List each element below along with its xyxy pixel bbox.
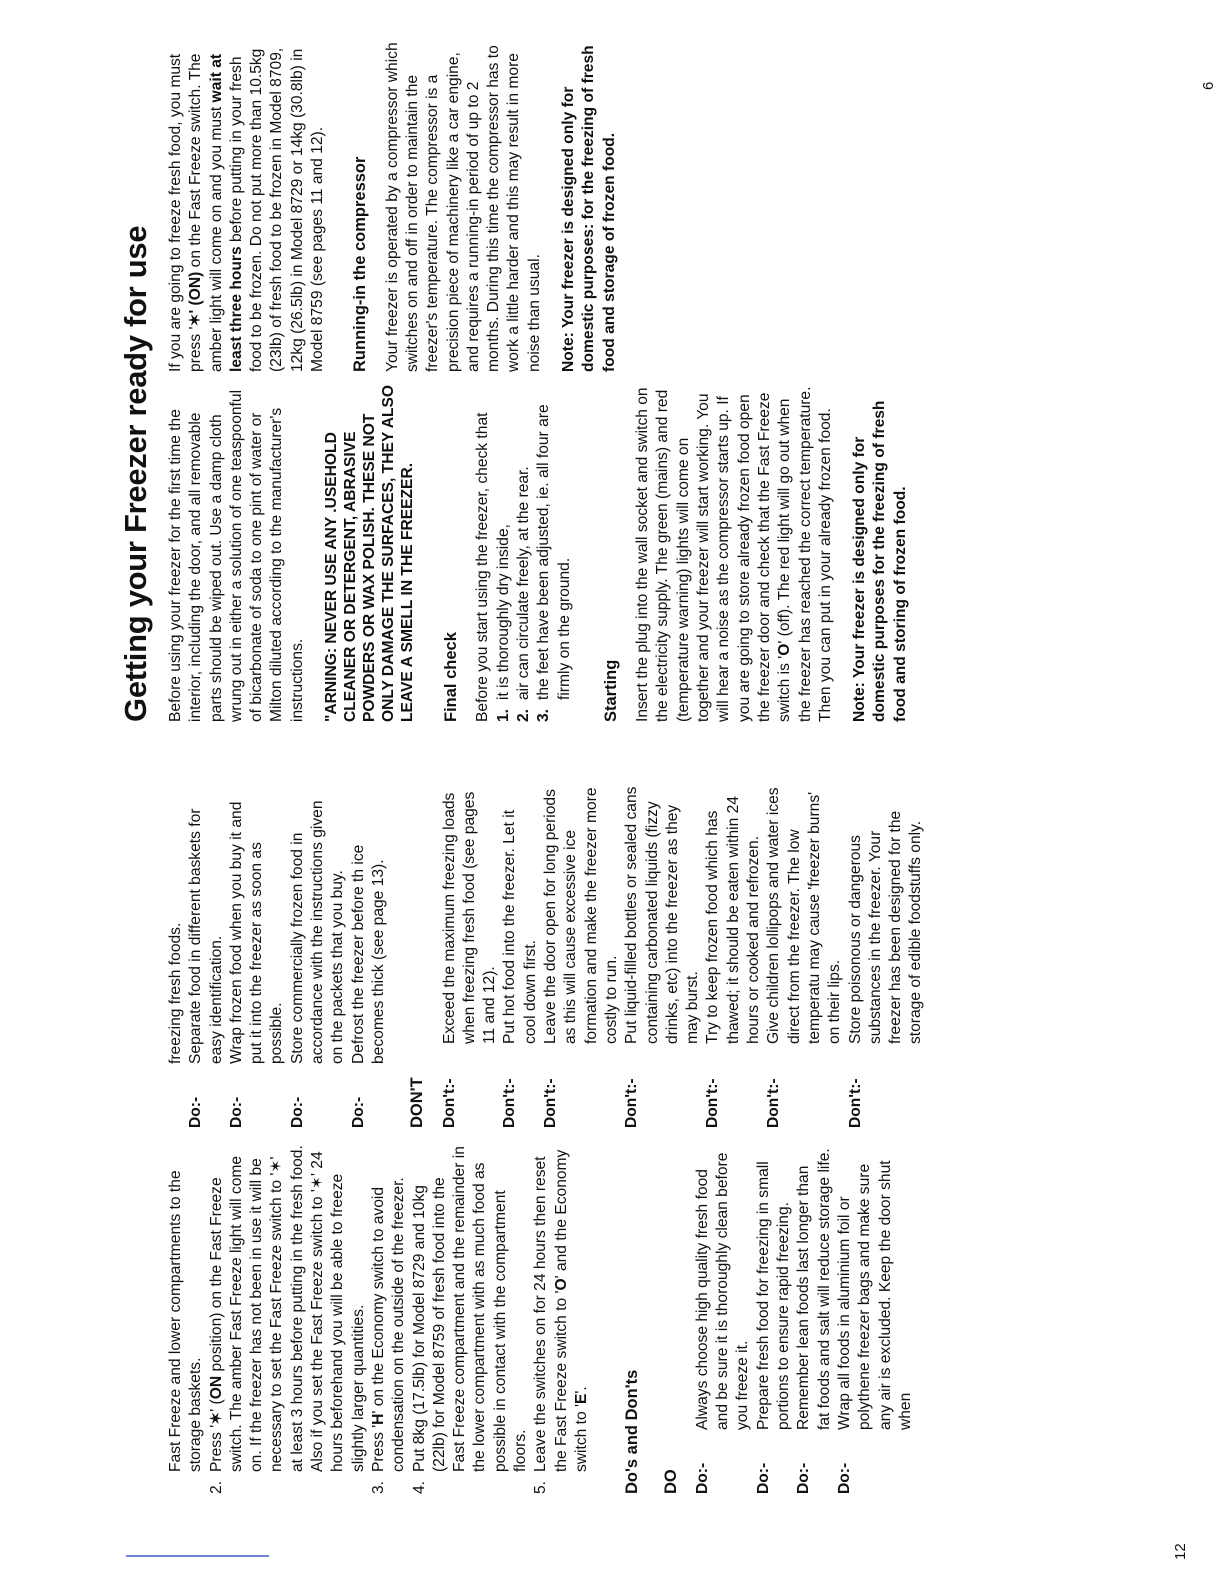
do-item: Do:- Store commercially frozen food in accordance with the instructions given on the packets that you buy.	[288, 800, 347, 1128]
final-check-heading: Final check	[442, 632, 461, 722]
page-number-left: 12	[1172, 1543, 1189, 1560]
continued-text: freezing fresh foods.	[167, 922, 184, 1064]
list-item-step-2: 2. Press '✶' (ON position) on the Fast Freeze switch. The amber Fast Freeze light will come on. If the freezer has not been in use it will be necessary to set the Fast Freeze switch to '✶' at least 3 hours before putting in the fresh food. Also if you set the Fast Freeze switch to '✶' 24 hours beforehand you will be able to freeze slightly larger quantities.	[207, 1145, 367, 1494]
left-page-column-1	[166, 1144, 916, 1494]
dont-item: Don't:- Leave the door open for long periods as this will cause excessive ice formation and make the freezer more costly to run.	[542, 787, 620, 1128]
dos-and-donts-heading: Do's and Don'ts	[623, 1369, 642, 1494]
running-in-text: Your freezer is operated by a compressor which switches on and off in order to maintain the freezer's temperature. The compressor is a precision piece of machinery like a car engine, and requires a running-in period of up to 2 months. During this time the compressor has to work a little harder and this may result in more noise than usual.	[383, 42, 543, 372]
dont-item: Don't:- Try to keep frozen food which has thawed; it should be eaten within 24 hours or cooked and refrozen.	[704, 796, 763, 1128]
do-heading: DO	[661, 1469, 680, 1494]
check-item: 3. the feet have been adjusted, ie. all four are firmly on the ground.	[535, 404, 573, 722]
do-item: Do:- Always choose high quality fresh food and be sure it is thoroughly clean before you freeze it.	[693, 1152, 752, 1494]
dont-item: Don't:- Store poisonous or dangerous substances in the freezer. Your freezer has been designed for the storage of edible foodstuffs only.	[846, 810, 925, 1128]
list-item-step-3: 3. Press 'H' on the Economy switch to avoid condensation on the outside of the freezer.	[369, 1177, 408, 1494]
note-domestic-use-2: Note: Your freezer is designed only for domestic purposes: for the freezing of fresh food and storage of frozen food.	[560, 45, 618, 372]
page-number-right: 6	[1200, 81, 1217, 90]
final-check-intro: Before you start using the freezer, check that	[474, 412, 492, 722]
list-item-step-4: 4. Put 8kg (17.5lb) for Model 8729 and 10kg (22lb) for Model 8759 of fresh food into the Fast Freeze compartment and the remainder in the lower compartment with as much food as possible in contact with the compartment floors.	[410, 1146, 530, 1494]
warning-text: "ARNING: NEVER USE ANY .USEHOLD CLEANER OR DETERGENT, ABRASIVE POWDERS OR WAX POLISH. THESE NOT ONLY DAMAGE THE SURFACES, THEY ALSO LEAVE A SMELL IN THE FREEZER.	[323, 384, 417, 722]
dont-item: Don't:- Exceed the maximum freezing loads when freezing fresh food (see pages 11 and 12).	[440, 791, 499, 1128]
starting-text: Insert the plug into the wall socket and switch on the electricity supply. The green (mains) and red (temperature warning) lights will come on together and your freezer will start working. You will hear a noise as the compressor starts up. If you are going to store already frozen food open the freezer door and check that the Fast Freeze switch is 'O' (off). The red light will go out when the freezer has reached the correct temperature. Then you can put in your already frozen food.	[634, 386, 834, 722]
do-item: Do:- Wrap frozen food when you buy it and put it into the freezer as soon as possible.	[227, 801, 286, 1128]
do-item: Do:- Separate food in different baskets for easy identification.	[187, 808, 225, 1128]
check-item: 1. it is thoroughly dry inside,	[494, 524, 512, 722]
starting-heading: Starting	[601, 659, 620, 722]
dont-item: Don't:- Give children lollipops and water ices direct from the freezer. The low temperatu may cause 'freezer burns' on their lips.	[765, 787, 844, 1128]
right-page-column-2	[166, 24, 634, 372]
do-item: Do:- Wrap all foods in aluminium foil or polythene freezer bags and make sure any air is excluded. Keep the door shut when	[835, 1160, 914, 1494]
right-page-column-1	[166, 382, 925, 722]
cleaning-instructions: Before using your freezer for the first time the interior, including the door, and all removable parts should be wiped out. Use a damp cloth wrung out in either a solution of one teaspoonful of bicarbonate of soda to one pint of water or Milton diluted according to the manufacturer's instructions.	[167, 389, 306, 722]
do-item: Do:- Remember lean foods last longer than fat foods and salt will reduce storage life.	[795, 1148, 833, 1494]
fast-freeze-instructions: If you are going to freeze fresh food, you must press '✶' (ON) on the Fast Freeze switch. The amber light will come on and you must wait at least three hours before putting in your fresh food to be frozen. Do not put more than 10.5kg (23lb) of fresh food to be frozen in Model 8709, 12kg (26.5lb) in Model 8729 or 14kg (30.8lb) in Model 8759 (see pages 11 and 12).	[167, 47, 327, 372]
do-item: Do:- Defrost the freezer before th ice becomes thick (see page 13).	[349, 844, 387, 1128]
dont-heading: DON'T	[408, 1077, 427, 1128]
running-in-heading: Running-in the compressor	[351, 156, 370, 372]
dont-item: Don't:- Put liquid-filled bottles or sealed cans containing carbonated liquids (fizzy drinks, etc) into the freezer as they may burst.	[623, 786, 702, 1128]
check-item: 2. air can circulate freely, at the rear.	[514, 466, 532, 722]
left-page-column-2	[166, 780, 927, 1128]
page-title: Getting your Freezer ready for use	[118, 225, 153, 722]
list-item: Fast Freeze and lower compartments to the storage baskets.	[167, 1170, 205, 1472]
note-domestic-use: Note: Your freezer is designed only for domestic purposes for the freezing of fresh food and storing of frozen food.	[851, 400, 909, 722]
dont-item: Don't:- Put hot food into the freezer. Let it cool down first.	[501, 809, 539, 1128]
scan-edge-line	[126, 1555, 269, 1557]
do-item: Do:- Prepare fresh food for freezing in small portions to ensure rapid freezing.	[754, 1161, 793, 1494]
list-item-step-5: 5. Leave the switches on for 24 hours then reset the Fast Freeze switch to 'O' and the Economy switch to 'E'.	[532, 1149, 590, 1494]
